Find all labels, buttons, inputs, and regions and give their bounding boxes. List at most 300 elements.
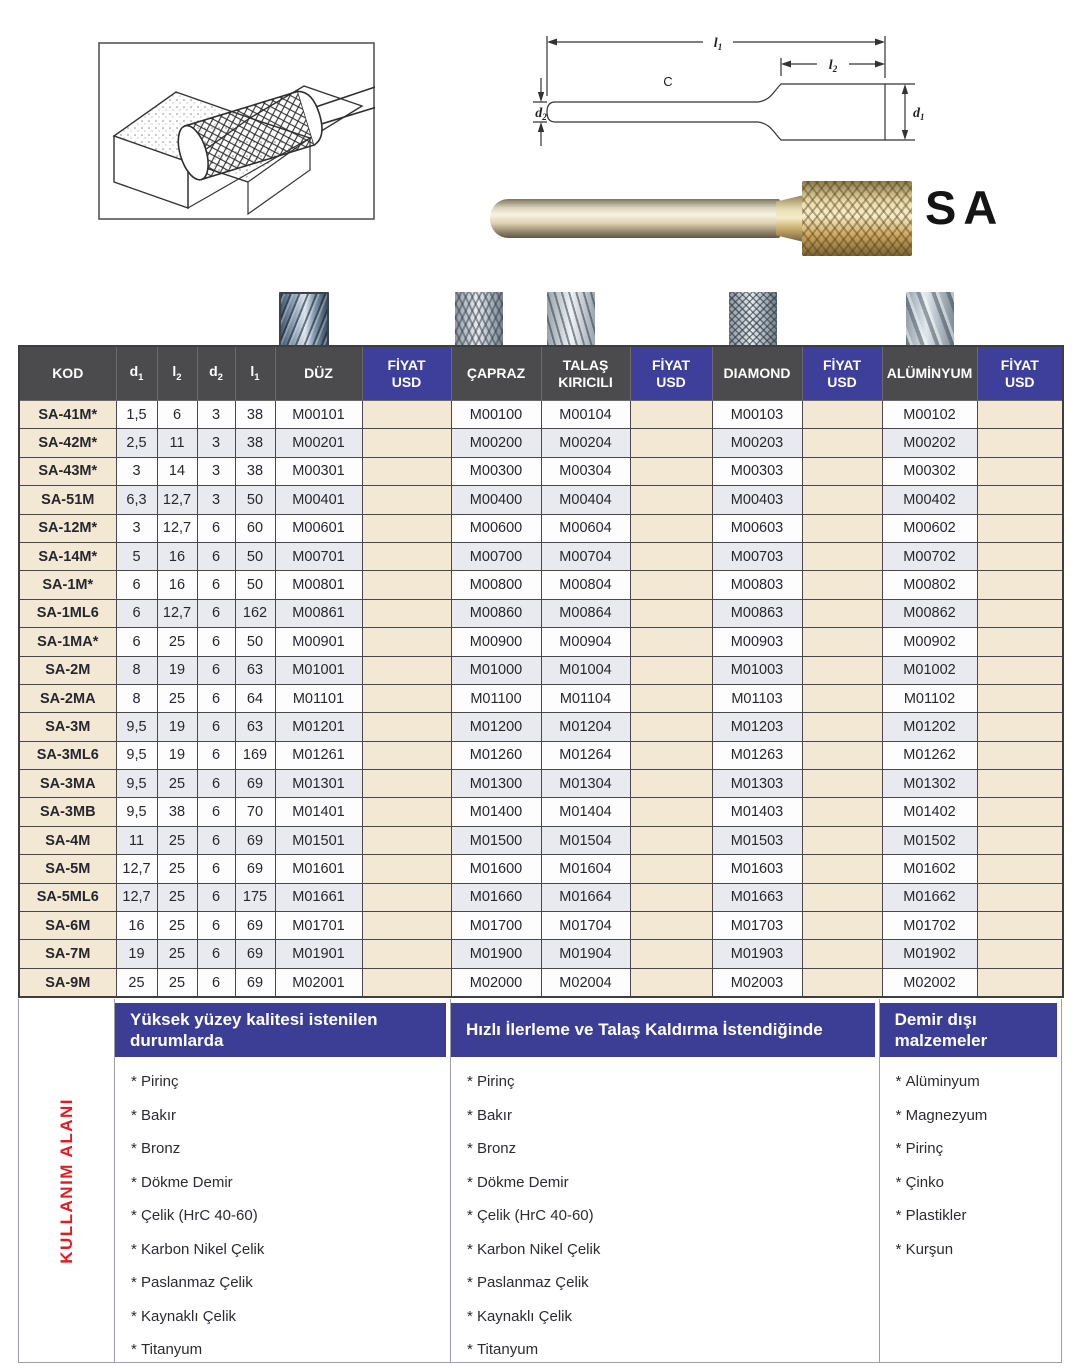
value-cell: 50 bbox=[235, 571, 275, 599]
price-cell bbox=[630, 401, 712, 429]
value-cell: 3 bbox=[116, 514, 157, 542]
table-row bbox=[19, 741, 1063, 769]
table-row bbox=[19, 457, 1063, 485]
price-cell bbox=[362, 514, 451, 542]
usage-column-2-list bbox=[451, 1065, 879, 1367]
price-cell bbox=[362, 656, 451, 684]
value-cell: M01501 bbox=[275, 826, 362, 854]
table-row bbox=[19, 542, 1063, 570]
value-cell: M00701 bbox=[275, 542, 362, 570]
header-diamond: DIAMOND bbox=[712, 346, 802, 401]
duz-burr-image bbox=[279, 292, 329, 348]
value-cell: 69 bbox=[235, 826, 275, 854]
product-code-cell: SA-4M bbox=[19, 826, 116, 854]
value-cell: 6 bbox=[197, 940, 235, 968]
value-cell: M01204 bbox=[541, 713, 630, 741]
price-cell bbox=[630, 628, 712, 656]
value-cell: 63 bbox=[235, 656, 275, 684]
value-cell: M01500 bbox=[451, 826, 541, 854]
value-cell: M00603 bbox=[712, 514, 802, 542]
value-cell: M00901 bbox=[275, 628, 362, 656]
price-cell bbox=[802, 542, 882, 570]
usage-item: * Dökme Demir bbox=[466, 1173, 569, 1191]
value-cell: M00862 bbox=[882, 599, 977, 627]
value-cell: M01261 bbox=[275, 741, 362, 769]
price-cell bbox=[362, 883, 451, 911]
value-cell: M00200 bbox=[451, 429, 541, 457]
usage-area-section bbox=[18, 999, 1062, 1363]
value-cell: M01700 bbox=[451, 912, 541, 940]
value-cell: 6 bbox=[197, 912, 235, 940]
value-cell: M00702 bbox=[882, 542, 977, 570]
value-cell: M00600 bbox=[451, 514, 541, 542]
value-cell: M00402 bbox=[882, 486, 977, 514]
price-cell bbox=[802, 599, 882, 627]
usage-item: * Dökme Demir bbox=[131, 1173, 233, 1191]
price-cell bbox=[802, 684, 882, 712]
price-cell bbox=[362, 401, 451, 429]
price-cell bbox=[630, 542, 712, 570]
price-cell bbox=[977, 855, 1063, 883]
table-row bbox=[19, 883, 1063, 911]
value-cell: 2,5 bbox=[116, 429, 157, 457]
usage-column-3-title: Demir dışı malzemeler bbox=[880, 1003, 1057, 1057]
value-cell: M02000 bbox=[451, 968, 541, 997]
value-cell: 6,3 bbox=[116, 486, 157, 514]
value-cell: 25 bbox=[157, 770, 197, 798]
value-cell: M01703 bbox=[712, 912, 802, 940]
header-fiyat-usd-4: FİYAT USD bbox=[977, 346, 1063, 401]
value-cell: M00602 bbox=[882, 514, 977, 542]
value-cell: M01403 bbox=[712, 798, 802, 826]
price-cell bbox=[362, 713, 451, 741]
value-cell: M00300 bbox=[451, 457, 541, 485]
value-cell: M00201 bbox=[275, 429, 362, 457]
value-cell: 38 bbox=[157, 798, 197, 826]
price-cell bbox=[362, 940, 451, 968]
value-cell: M01662 bbox=[882, 883, 977, 911]
value-cell: M00800 bbox=[451, 571, 541, 599]
value-cell: 70 bbox=[235, 798, 275, 826]
value-cell: 25 bbox=[157, 968, 197, 997]
price-cell bbox=[362, 770, 451, 798]
header-d2: $d_2$ bbox=[197, 346, 235, 401]
value-cell: 38 bbox=[235, 429, 275, 457]
price-cell bbox=[977, 826, 1063, 854]
value-cell: M01600 bbox=[451, 855, 541, 883]
value-cell: M00903 bbox=[712, 628, 802, 656]
product-code-cell: SA-3MB bbox=[19, 798, 116, 826]
value-cell: M01000 bbox=[451, 656, 541, 684]
value-cell: M00203 bbox=[712, 429, 802, 457]
value-cell: 169 bbox=[235, 741, 275, 769]
value-cell: M00601 bbox=[275, 514, 362, 542]
value-cell: 63 bbox=[235, 713, 275, 741]
value-cell: M01262 bbox=[882, 741, 977, 769]
value-cell: M01603 bbox=[712, 855, 802, 883]
value-cell: 19 bbox=[157, 656, 197, 684]
value-cell: 8 bbox=[116, 684, 157, 712]
value-cell: M01902 bbox=[882, 940, 977, 968]
value-cell: M01200 bbox=[451, 713, 541, 741]
value-cell: 19 bbox=[116, 940, 157, 968]
value-cell: 16 bbox=[116, 912, 157, 940]
price-cell bbox=[802, 940, 882, 968]
value-cell: 162 bbox=[235, 599, 275, 627]
usage-item: * Bronz bbox=[466, 1140, 517, 1158]
price-cell bbox=[802, 968, 882, 997]
price-cell bbox=[802, 883, 882, 911]
price-cell bbox=[977, 684, 1063, 712]
value-cell: 25 bbox=[157, 684, 197, 712]
value-cell: 6 bbox=[197, 770, 235, 798]
price-cell bbox=[630, 798, 712, 826]
product-code-cell: SA-7M bbox=[19, 940, 116, 968]
usage-column-2-title: Hızlı İlerleme ve Talaş Kaldırma İstendiğinde bbox=[451, 1003, 875, 1057]
value-cell: M00304 bbox=[541, 457, 630, 485]
value-cell: M00904 bbox=[541, 628, 630, 656]
price-cell bbox=[362, 684, 451, 712]
price-cell bbox=[977, 571, 1063, 599]
table-row bbox=[19, 912, 1063, 940]
value-cell: 6 bbox=[197, 798, 235, 826]
usage-item: * Karbon Nikel Çelik bbox=[131, 1240, 265, 1258]
price-cell bbox=[362, 741, 451, 769]
price-cell bbox=[362, 912, 451, 940]
usage-item: * Bakır bbox=[466, 1106, 512, 1124]
value-cell: 25 bbox=[157, 940, 197, 968]
value-cell: M01401 bbox=[275, 798, 362, 826]
value-cell: 12,7 bbox=[157, 514, 197, 542]
value-cell: 69 bbox=[235, 940, 275, 968]
price-cell bbox=[802, 486, 882, 514]
value-cell: M00801 bbox=[275, 571, 362, 599]
value-cell: 60 bbox=[235, 514, 275, 542]
value-cell: 6 bbox=[197, 855, 235, 883]
price-cell bbox=[802, 429, 882, 457]
price-cell bbox=[802, 912, 882, 940]
value-cell: 25 bbox=[157, 826, 197, 854]
value-cell: M00401 bbox=[275, 486, 362, 514]
usage-item: * Titanyum bbox=[131, 1341, 203, 1359]
price-cell bbox=[362, 599, 451, 627]
value-cell: 8 bbox=[116, 656, 157, 684]
product-code-cell: SA-1M* bbox=[19, 571, 116, 599]
value-cell: 3 bbox=[197, 486, 235, 514]
value-cell: M00104 bbox=[541, 401, 630, 429]
usage-item: * Kaynaklı Çelik bbox=[466, 1307, 572, 1325]
value-cell: M01402 bbox=[882, 798, 977, 826]
value-cell: 25 bbox=[157, 628, 197, 656]
value-cell: M01504 bbox=[541, 826, 630, 854]
usage-item: * Bakır bbox=[131, 1106, 177, 1124]
value-cell: M00604 bbox=[541, 514, 630, 542]
price-cell bbox=[977, 429, 1063, 457]
table-row bbox=[19, 770, 1063, 798]
value-cell: 3 bbox=[197, 429, 235, 457]
price-cell bbox=[977, 883, 1063, 911]
value-cell: M01202 bbox=[882, 713, 977, 741]
value-cell: 14 bbox=[157, 457, 197, 485]
usage-item: * Kurşun bbox=[895, 1240, 954, 1258]
value-cell: M00102 bbox=[882, 401, 977, 429]
value-cell: M01660 bbox=[451, 883, 541, 911]
value-cell: M01503 bbox=[712, 826, 802, 854]
price-cell bbox=[802, 514, 882, 542]
product-code-cell: SA-5ML6 bbox=[19, 883, 116, 911]
header-fiyat-usd-1: FİYAT USD bbox=[362, 346, 451, 401]
value-cell: 69 bbox=[235, 855, 275, 883]
header-fiyat-usd-3: FİYAT USD bbox=[802, 346, 882, 401]
product-code-cell: SA-51M bbox=[19, 486, 116, 514]
capraz-burr-image bbox=[455, 292, 503, 346]
price-cell bbox=[802, 401, 882, 429]
value-cell: M02004 bbox=[541, 968, 630, 997]
value-cell: M01002 bbox=[882, 656, 977, 684]
table-row bbox=[19, 571, 1063, 599]
value-cell: 11 bbox=[116, 826, 157, 854]
value-cell: M02002 bbox=[882, 968, 977, 997]
value-cell: 6 bbox=[197, 514, 235, 542]
value-cell: M00202 bbox=[882, 429, 977, 457]
price-cell bbox=[630, 514, 712, 542]
value-cell: M00400 bbox=[451, 486, 541, 514]
table-row bbox=[19, 628, 1063, 656]
value-cell: 12,7 bbox=[116, 883, 157, 911]
price-cell bbox=[977, 457, 1063, 485]
value-cell: 50 bbox=[235, 628, 275, 656]
value-cell: 25 bbox=[157, 912, 197, 940]
price-cell bbox=[630, 656, 712, 684]
value-cell: M00301 bbox=[275, 457, 362, 485]
value-cell: M00302 bbox=[882, 457, 977, 485]
value-cell: 5 bbox=[116, 542, 157, 570]
price-cell bbox=[362, 486, 451, 514]
value-cell: M00802 bbox=[882, 571, 977, 599]
value-cell: M01102 bbox=[882, 684, 977, 712]
price-cell bbox=[977, 770, 1063, 798]
value-cell: 6 bbox=[157, 401, 197, 429]
price-cell bbox=[802, 571, 882, 599]
value-cell: M01301 bbox=[275, 770, 362, 798]
price-cell bbox=[977, 968, 1063, 997]
usage-side-label-column bbox=[19, 999, 115, 1362]
value-cell: 175 bbox=[235, 883, 275, 911]
value-cell: M01601 bbox=[275, 855, 362, 883]
value-cell: M00902 bbox=[882, 628, 977, 656]
price-cell bbox=[802, 798, 882, 826]
header-l1: $l_1$ bbox=[235, 346, 275, 401]
price-cell bbox=[977, 741, 1063, 769]
usage-item: * Alüminyum bbox=[895, 1073, 980, 1091]
value-cell: 19 bbox=[157, 713, 197, 741]
d2-dimension-label: $d_2$ bbox=[535, 106, 547, 122]
product-code-cell: SA-2M bbox=[19, 656, 116, 684]
value-cell: 11 bbox=[157, 429, 197, 457]
price-cell bbox=[630, 571, 712, 599]
value-cell: 12,7 bbox=[157, 486, 197, 514]
price-cell bbox=[802, 457, 882, 485]
product-code-cell: SA-43M* bbox=[19, 457, 116, 485]
product-code-cell: SA-3M bbox=[19, 713, 116, 741]
d1-dimension-label: $d_1$ bbox=[913, 106, 925, 122]
price-cell bbox=[977, 628, 1063, 656]
value-cell: 38 bbox=[235, 401, 275, 429]
value-cell: 64 bbox=[235, 684, 275, 712]
value-cell: 6 bbox=[197, 968, 235, 997]
value-cell: M01400 bbox=[451, 798, 541, 826]
table-row bbox=[19, 826, 1063, 854]
value-cell: M00404 bbox=[541, 486, 630, 514]
price-cell bbox=[362, 826, 451, 854]
table-row bbox=[19, 514, 1063, 542]
usage-item: * Plastikler bbox=[895, 1207, 967, 1225]
product-code-cell: SA-14M* bbox=[19, 542, 116, 570]
burr-head-image bbox=[802, 181, 912, 256]
value-cell: 6 bbox=[197, 571, 235, 599]
table-header-row bbox=[19, 346, 1063, 401]
value-cell: M01901 bbox=[275, 940, 362, 968]
table-row bbox=[19, 599, 1063, 627]
value-cell: 38 bbox=[235, 457, 275, 485]
c-dimension-label: C bbox=[663, 74, 673, 89]
product-code-cell: SA-2MA bbox=[19, 684, 116, 712]
header-capraz: ÇAPRAZ bbox=[451, 346, 541, 401]
table-row bbox=[19, 940, 1063, 968]
table-row bbox=[19, 798, 1063, 826]
value-cell: 6 bbox=[197, 656, 235, 684]
burr-product-photo bbox=[488, 172, 920, 268]
price-cell bbox=[362, 968, 451, 997]
product-code-cell: SA-41M* bbox=[19, 401, 116, 429]
price-cell bbox=[362, 571, 451, 599]
value-cell: M01701 bbox=[275, 912, 362, 940]
value-cell: M01702 bbox=[882, 912, 977, 940]
table-row bbox=[19, 968, 1063, 997]
value-cell: 12,7 bbox=[116, 855, 157, 883]
price-cell bbox=[802, 826, 882, 854]
usage-item: * Magnezyum bbox=[895, 1106, 988, 1124]
table-body bbox=[19, 401, 1063, 998]
series-label: SA bbox=[925, 181, 1005, 234]
value-cell: M00403 bbox=[712, 486, 802, 514]
price-cell bbox=[362, 798, 451, 826]
value-cell: M00204 bbox=[541, 429, 630, 457]
price-cell bbox=[977, 940, 1063, 968]
value-cell: 6 bbox=[197, 599, 235, 627]
product-code-cell: SA-1ML6 bbox=[19, 599, 116, 627]
price-cell bbox=[362, 429, 451, 457]
price-cell bbox=[630, 429, 712, 457]
price-cell bbox=[977, 656, 1063, 684]
price-cell bbox=[630, 486, 712, 514]
value-cell: 6 bbox=[197, 826, 235, 854]
value-cell: M00100 bbox=[451, 401, 541, 429]
table-row bbox=[19, 429, 1063, 457]
header-duz: DÜZ bbox=[275, 346, 362, 401]
value-cell: 9,5 bbox=[116, 741, 157, 769]
value-cell: M00700 bbox=[451, 542, 541, 570]
value-cell: 9,5 bbox=[116, 770, 157, 798]
usage-column-1-title: Yüksek yüzey kalitesi istenilen durumlarda bbox=[115, 1003, 446, 1057]
value-cell: 6 bbox=[197, 684, 235, 712]
table-row bbox=[19, 401, 1063, 429]
usage-column-surface-quality bbox=[115, 999, 451, 1362]
value-cell: 6 bbox=[116, 599, 157, 627]
price-cell bbox=[977, 486, 1063, 514]
usage-item: * Paslanmaz Çelik bbox=[131, 1274, 253, 1292]
price-cell bbox=[802, 741, 882, 769]
value-cell: 6 bbox=[197, 883, 235, 911]
value-cell: 1,5 bbox=[116, 401, 157, 429]
value-cell: 50 bbox=[235, 542, 275, 570]
product-code-cell: SA-1MA* bbox=[19, 628, 116, 656]
value-cell: M02003 bbox=[712, 968, 802, 997]
value-cell: M01302 bbox=[882, 770, 977, 798]
value-cell: 3 bbox=[197, 457, 235, 485]
price-cell bbox=[362, 628, 451, 656]
value-cell: M00861 bbox=[275, 599, 362, 627]
value-cell: M01260 bbox=[451, 741, 541, 769]
value-cell: M01661 bbox=[275, 883, 362, 911]
usage-side-label: KULLANIM ALANI bbox=[56, 1097, 76, 1264]
value-cell: M01903 bbox=[712, 940, 802, 968]
price-cell bbox=[630, 741, 712, 769]
usage-item: * Pirinç bbox=[895, 1140, 944, 1158]
price-cell bbox=[630, 770, 712, 798]
value-cell: M00860 bbox=[451, 599, 541, 627]
diamond-burr-image bbox=[729, 292, 777, 346]
price-cell bbox=[977, 514, 1063, 542]
price-cell bbox=[802, 855, 882, 883]
value-cell: 25 bbox=[157, 855, 197, 883]
table-row bbox=[19, 656, 1063, 684]
price-cell bbox=[977, 542, 1063, 570]
product-code-cell: SA-3ML6 bbox=[19, 741, 116, 769]
value-cell: M00803 bbox=[712, 571, 802, 599]
value-cell: M00704 bbox=[541, 542, 630, 570]
price-cell bbox=[977, 798, 1063, 826]
value-cell: 6 bbox=[197, 628, 235, 656]
header-aluminyum: ALÜMİNYUM bbox=[882, 346, 977, 401]
dimension-diagram bbox=[533, 26, 943, 158]
usage-item: * Kaynaklı Çelik bbox=[131, 1307, 237, 1325]
value-cell: M00900 bbox=[451, 628, 541, 656]
value-cell: M01004 bbox=[541, 656, 630, 684]
table-row bbox=[19, 713, 1063, 741]
value-cell: M00864 bbox=[541, 599, 630, 627]
value-cell: M01663 bbox=[712, 883, 802, 911]
value-cell: M01300 bbox=[451, 770, 541, 798]
value-cell: M01904 bbox=[541, 940, 630, 968]
value-cell: M00804 bbox=[541, 571, 630, 599]
value-cell: M01304 bbox=[541, 770, 630, 798]
header-talas-kiricili: TALAŞ KIRICILI bbox=[541, 346, 630, 401]
price-cell bbox=[977, 599, 1063, 627]
usage-column-nonferrous bbox=[880, 999, 1061, 1362]
usage-item: * Bronz bbox=[131, 1140, 181, 1158]
value-cell: 3 bbox=[197, 401, 235, 429]
value-cell: 6 bbox=[197, 741, 235, 769]
usage-item: * Karbon Nikel Çelik bbox=[466, 1240, 601, 1258]
table-row bbox=[19, 486, 1063, 514]
value-cell: 3 bbox=[116, 457, 157, 485]
products-table bbox=[18, 345, 1064, 998]
value-cell: M01303 bbox=[712, 770, 802, 798]
l1-dimension-label: $l_1$ bbox=[713, 36, 723, 52]
value-cell: 69 bbox=[235, 770, 275, 798]
usage-item: * Titanyum bbox=[466, 1341, 539, 1359]
